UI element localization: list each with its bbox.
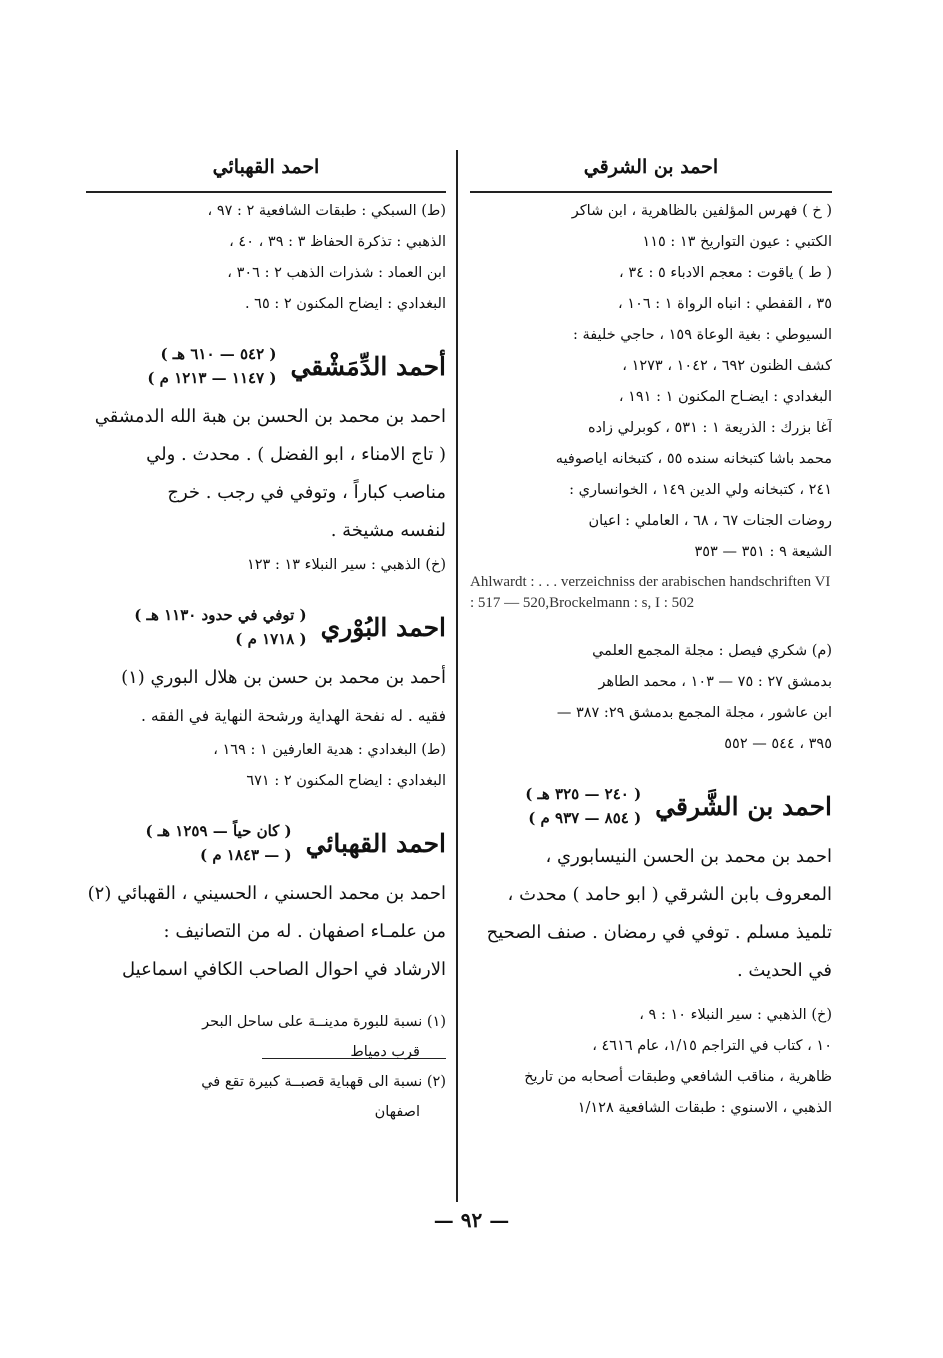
- reference-line: (خ) الذهبي : سير النبلاء ١٠ : ٩ ،: [639, 1007, 832, 1023]
- right-bottom-references: [470, 1000, 832, 1124]
- entry-name: احمد القهبائي: [305, 828, 446, 858]
- dates-ce: ( ١٧١٨ م ): [235, 630, 307, 648]
- column-divider: [456, 150, 458, 1202]
- reference-line: ١٠ ، كتاب في التراجم ١/١٥، عام ٤٦١٦ ،: [592, 1038, 832, 1054]
- footnote-line: قرب دمياط: [350, 1044, 420, 1060]
- entry-dates: [145, 819, 291, 867]
- reference-line: الذهبي ، الاسنوي : طبقات الشافعية ١/١٢٨: [577, 1100, 832, 1116]
- reference-line: (م) شكري فيصل : مجلة المجمع العلمي: [592, 643, 832, 659]
- entry-al-dimashqi: [86, 342, 446, 390]
- right-m-references: [470, 636, 832, 760]
- reference-line: البغدادي : ايضاح المكنون ٢ : ٦٥ .: [244, 296, 446, 312]
- dates-ce: ( — ١٨٤٣ م ): [200, 846, 292, 864]
- reference-line: ٢٤١ ، كتبخانه ولي الدين ١٤٩ ، الخوانساري :: [569, 482, 832, 498]
- reference-line: روضات الجنات ٦٧ ، ٦٨ ، العاملي : اعيان: [588, 513, 832, 529]
- reference-line: محمد باشا كتبخانه سنده ٥٥ ، كتبخانه اياصوفيه: [555, 451, 832, 467]
- body-line: احمد بن محمد الحسني ، الحسيني ، القهبائي (٢): [87, 883, 446, 904]
- entry-dates: [525, 782, 641, 830]
- reference-line: (ط) السبكي : طبقات الشافعية ٢ : ٩٧ ،: [207, 203, 446, 219]
- reference-line: ( ط ) ياقوت : معجم الادباء ٥ : ٣٤ ،: [619, 265, 832, 281]
- body-line: من علمـاء اصفهان . له من التصانيف :: [163, 921, 446, 942]
- reference-line: بدمشق ٢٧ : ٧٥ — ١٠٣ ، محمد الطاهر: [598, 674, 832, 690]
- entry-al-buri: [86, 603, 446, 651]
- entry-ibn-al-sharqi: [470, 782, 832, 830]
- body-line: أحمد بن محمد بن حسن بن هلال البوري (١): [121, 667, 446, 688]
- reference-line: آغا بزرك : الذريعة ١ : ٥٣١ ، كوبرلي زاده: [587, 420, 832, 436]
- body-line: تلميذ مسلم . توفي في رمضان . صنف الصحيح: [486, 922, 832, 943]
- reference-line: الشيعة ٩ : ٣٥١ — ٣٥٣: [694, 544, 832, 560]
- left-top-references: [86, 196, 446, 320]
- page-number: — ٩٢ —: [433, 1208, 510, 1232]
- reference-line: ابن العماد : شذرات الذهب ٢ : ٣٠٦ ،: [227, 265, 446, 281]
- dates-ce: ( ١١٤٧ — ١٢١٣ م ): [147, 369, 277, 387]
- right-top-references: [470, 196, 832, 568]
- reference-line: الذهبي : تذكرة الحفاظ ٣ : ٣٩ ، ٤٠ ،: [229, 234, 446, 250]
- body-line: في الحديث .: [736, 960, 832, 981]
- reference-line: ٣٩٥ ، ٥٤٤ — ٥٥٢: [724, 736, 832, 752]
- entry-al-qahbaei: [86, 819, 446, 867]
- body-line: المعروف بابن الشرقي ( ابو حامد ) محدث ،: [507, 884, 832, 905]
- reference-line: البغدادي : ايضـاح المكنون ١ : ١٩١ ،: [618, 389, 832, 405]
- dates-hijri: ( توفي في حدود ١١٣٠ هـ ): [134, 606, 307, 624]
- left-column-header: احمد القهبائي: [212, 156, 320, 178]
- footnote-line: (١) نسبة للبورة مدينــة على ساحل البحر: [202, 1014, 446, 1030]
- reference-line: السيوطي : بغية الوعاة ١٥٩ ، حاجي خليفة :: [572, 327, 832, 343]
- reference-line: كشف الظنون ٦٩٢ ، ١٠٤٢ ، ١٢٧٣ ،: [622, 358, 832, 374]
- right-column-header: احمد بن الشرقي: [583, 156, 719, 178]
- entry-dates: [134, 603, 306, 651]
- reference-line: (خ) الذهبي : سير النبلاء ١٣ : ١٢٣: [246, 557, 446, 573]
- entry-body: [86, 875, 446, 989]
- body-line: الارشاد في احوال الصاحب الكافي اسماعيل: [122, 959, 446, 980]
- latin-reference: Ahlwardt : . . . verzeichniss der arabischen handschriften VI : 517 — 520,Brockelmann : s, I : 502: [470, 574, 831, 611]
- dates-hijri: ( ٢٤٠ — ٣٢٥ هـ ): [525, 785, 642, 803]
- entry-name: احمد البُوْري: [320, 612, 446, 642]
- reference-line: ظاهرية ، مناقب الشافعي وطبقات أصحابه من تاريخ: [524, 1069, 832, 1085]
- body-line: احمد بن محمد بن الحسن النيسابوري ،: [545, 846, 832, 867]
- body-line: فقيه . له نفحة الهداية ورشحة النهاية في الفقه .: [141, 707, 446, 725]
- reference-line: ( خ ) فهرس المؤلفين بالظاهرية ، ابن شاكر: [571, 203, 832, 219]
- reference-line: الكتبي : عيون التواريخ ١٣ : ١١٥: [642, 234, 832, 250]
- reference-line: (ط) البغدادي : هدية العارفين ١ : ١٦٩ ،: [213, 742, 446, 758]
- body-line: مناصب كباراً ، وتوفي في رجب . خرج: [167, 482, 446, 503]
- right-column: [470, 150, 832, 1124]
- footnote-line: اصفهان: [374, 1104, 420, 1120]
- reference-line: ابن عاشور ، مجلة المجمع بدمشق ٢٩: ٣٨٧ —: [556, 705, 832, 721]
- dates-hijri: ( كان حياً — ١٢٥٩ هـ ): [145, 822, 292, 840]
- body-line: لنفسه مشيخة .: [330, 520, 446, 541]
- entry-body: [86, 659, 446, 735]
- entry-body: [470, 838, 832, 990]
- reference-line: البغدادي : ايضاح المكنون ٢ : ٦٧١: [246, 773, 446, 789]
- entry-name: احمد بن الشَّرقي: [655, 791, 832, 821]
- footnotes: [86, 1007, 446, 1127]
- dates-ce: ( ٨٥٤ — ٩٣٧ م ): [528, 809, 642, 827]
- body-line: ( تاج الامناء ، ابو الفضل ) . محدث . ولي: [146, 444, 446, 465]
- entry-name: أحمد الدِّمَشْقي: [290, 351, 446, 381]
- left-column: [86, 150, 446, 1127]
- body-line: احمد بن محمد بن الحسن بن هبة الله الدمشقي: [94, 406, 446, 427]
- entry-body: [86, 398, 446, 550]
- entry-dates: [147, 342, 276, 390]
- footnote-line: (٢) نسبة الى قهباية قصبــة كبيرة تقع في: [201, 1074, 446, 1090]
- reference-line: ٣٥ ، القفطي : انباه الرواة ١ : ١٠٦ ،: [617, 296, 832, 312]
- dates-hijri: ( ٥٤٢ — ٦١٠ هـ ): [160, 345, 277, 363]
